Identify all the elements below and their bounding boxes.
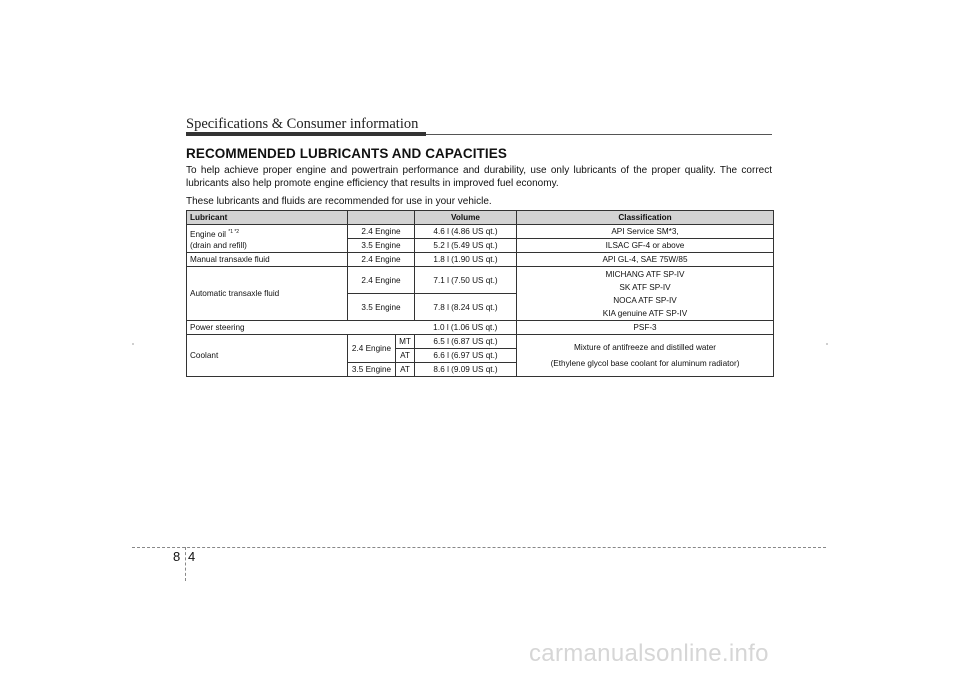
coolant-mt: MT bbox=[396, 335, 415, 349]
coolant-at-volume: 6.6 l (6.97 US qt.) bbox=[415, 349, 517, 363]
lubricants-table bbox=[186, 210, 774, 377]
manual-transaxle-class: API GL-4, SAE 75W/85 bbox=[517, 253, 774, 267]
coolant-class-1: Mixture of antifreeze and distilled water bbox=[574, 342, 716, 352]
header-classification: Classification bbox=[517, 211, 774, 225]
chapter-number: 8 bbox=[173, 549, 181, 564]
table-row bbox=[187, 267, 774, 294]
footer-rule bbox=[132, 547, 826, 548]
intro-paragraph: To help achieve proper engine and powertrain performance and durability, use only lubricants of the proper quality. The correct lubricants also help promote engine efficiency that results in improved fuel economy. bbox=[186, 165, 772, 189]
automatic-transaxle-engine-35: 3.5 Engine bbox=[348, 294, 415, 321]
engine-oil-engine-35: 3.5 Engine bbox=[348, 239, 415, 253]
table-row bbox=[187, 225, 774, 239]
automatic-transaxle-class bbox=[517, 267, 774, 321]
coolant-at: AT bbox=[396, 349, 415, 363]
engine-oil-class-1: API Service SM*3, bbox=[517, 225, 774, 239]
header-volume: Volume bbox=[415, 211, 517, 225]
table-row bbox=[187, 335, 774, 349]
engine-oil-engine-24: 2.4 Engine bbox=[348, 225, 415, 239]
running-header: Specifications & Consumer information bbox=[186, 116, 419, 132]
coolant-engine-35: 3.5 Engine bbox=[348, 363, 396, 377]
automatic-transaxle-label: Automatic transaxle fluid bbox=[187, 267, 348, 321]
scan-mark bbox=[826, 343, 828, 345]
engine-oil-volume-24: 4.6 l (4.86 US qt.) bbox=[415, 225, 517, 239]
footer-divider bbox=[185, 547, 186, 581]
power-steering-class: PSF-3 bbox=[517, 321, 774, 335]
coolant-at-35: AT bbox=[396, 363, 415, 377]
coolant-class-2: (Ethylene glycol base coolant for aluminum radiator) bbox=[550, 358, 740, 368]
page-number: 4 bbox=[188, 549, 196, 564]
engine-oil-footnotes: *1 *2 bbox=[228, 228, 240, 235]
header-lubricant: Lubricant bbox=[187, 211, 348, 225]
coolant-class bbox=[517, 335, 774, 377]
manual-transaxle-volume: 1.8 l (1.90 US qt.) bbox=[415, 253, 517, 267]
atf-class-4: KIA genuine ATF SP-IV bbox=[602, 308, 688, 318]
watermark: carmanualsonline.info bbox=[529, 640, 769, 667]
atf-class-2: SK ATF SP-IV bbox=[619, 282, 671, 292]
table-row bbox=[187, 253, 774, 267]
coolant-label: Coolant bbox=[187, 335, 348, 377]
scan-mark bbox=[132, 343, 134, 345]
manual-transaxle-label: Manual transaxle fluid bbox=[187, 253, 348, 267]
intro-note: These lubricants and fluids are recommended for use in your vehicle. bbox=[186, 196, 492, 207]
engine-oil-sublabel: (drain and refill) bbox=[190, 240, 247, 250]
power-steering-label: Power steering bbox=[187, 321, 348, 335]
automatic-transaxle-volume-24: 7.1 l (7.50 US qt.) bbox=[415, 267, 517, 294]
engine-oil-volume-35: 5.2 l (5.49 US qt.) bbox=[415, 239, 517, 253]
manual-transaxle-engine: 2.4 Engine bbox=[348, 253, 415, 267]
header-rule bbox=[426, 134, 772, 135]
atf-class-3: NOCA ATF SP-IV bbox=[613, 295, 677, 305]
coolant-engine-24: 2.4 Engine bbox=[348, 335, 396, 363]
engine-oil-class-2: ILSAC GF-4 or above bbox=[517, 239, 774, 253]
section-title: RECOMMENDED LUBRICANTS AND CAPACITIES bbox=[186, 146, 507, 161]
automatic-transaxle-volume-35: 7.8 l (8.24 US qt.) bbox=[415, 294, 517, 321]
header-accent-bar bbox=[186, 132, 426, 136]
table-header-row bbox=[187, 211, 774, 225]
power-steering-volume: 1.0 l (1.06 US qt.) bbox=[415, 321, 517, 335]
engine-oil-cell bbox=[187, 225, 348, 253]
coolant-at35-volume: 8.6 l (9.09 US qt.) bbox=[415, 363, 517, 377]
engine-oil-label: Engine oil bbox=[190, 229, 226, 239]
atf-class-1: MICHANG ATF SP-IV bbox=[605, 269, 685, 279]
coolant-mt-volume: 6.5 l (6.87 US qt.) bbox=[415, 335, 517, 349]
table-row bbox=[187, 321, 774, 335]
automatic-transaxle-engine-24: 2.4 Engine bbox=[348, 267, 415, 294]
